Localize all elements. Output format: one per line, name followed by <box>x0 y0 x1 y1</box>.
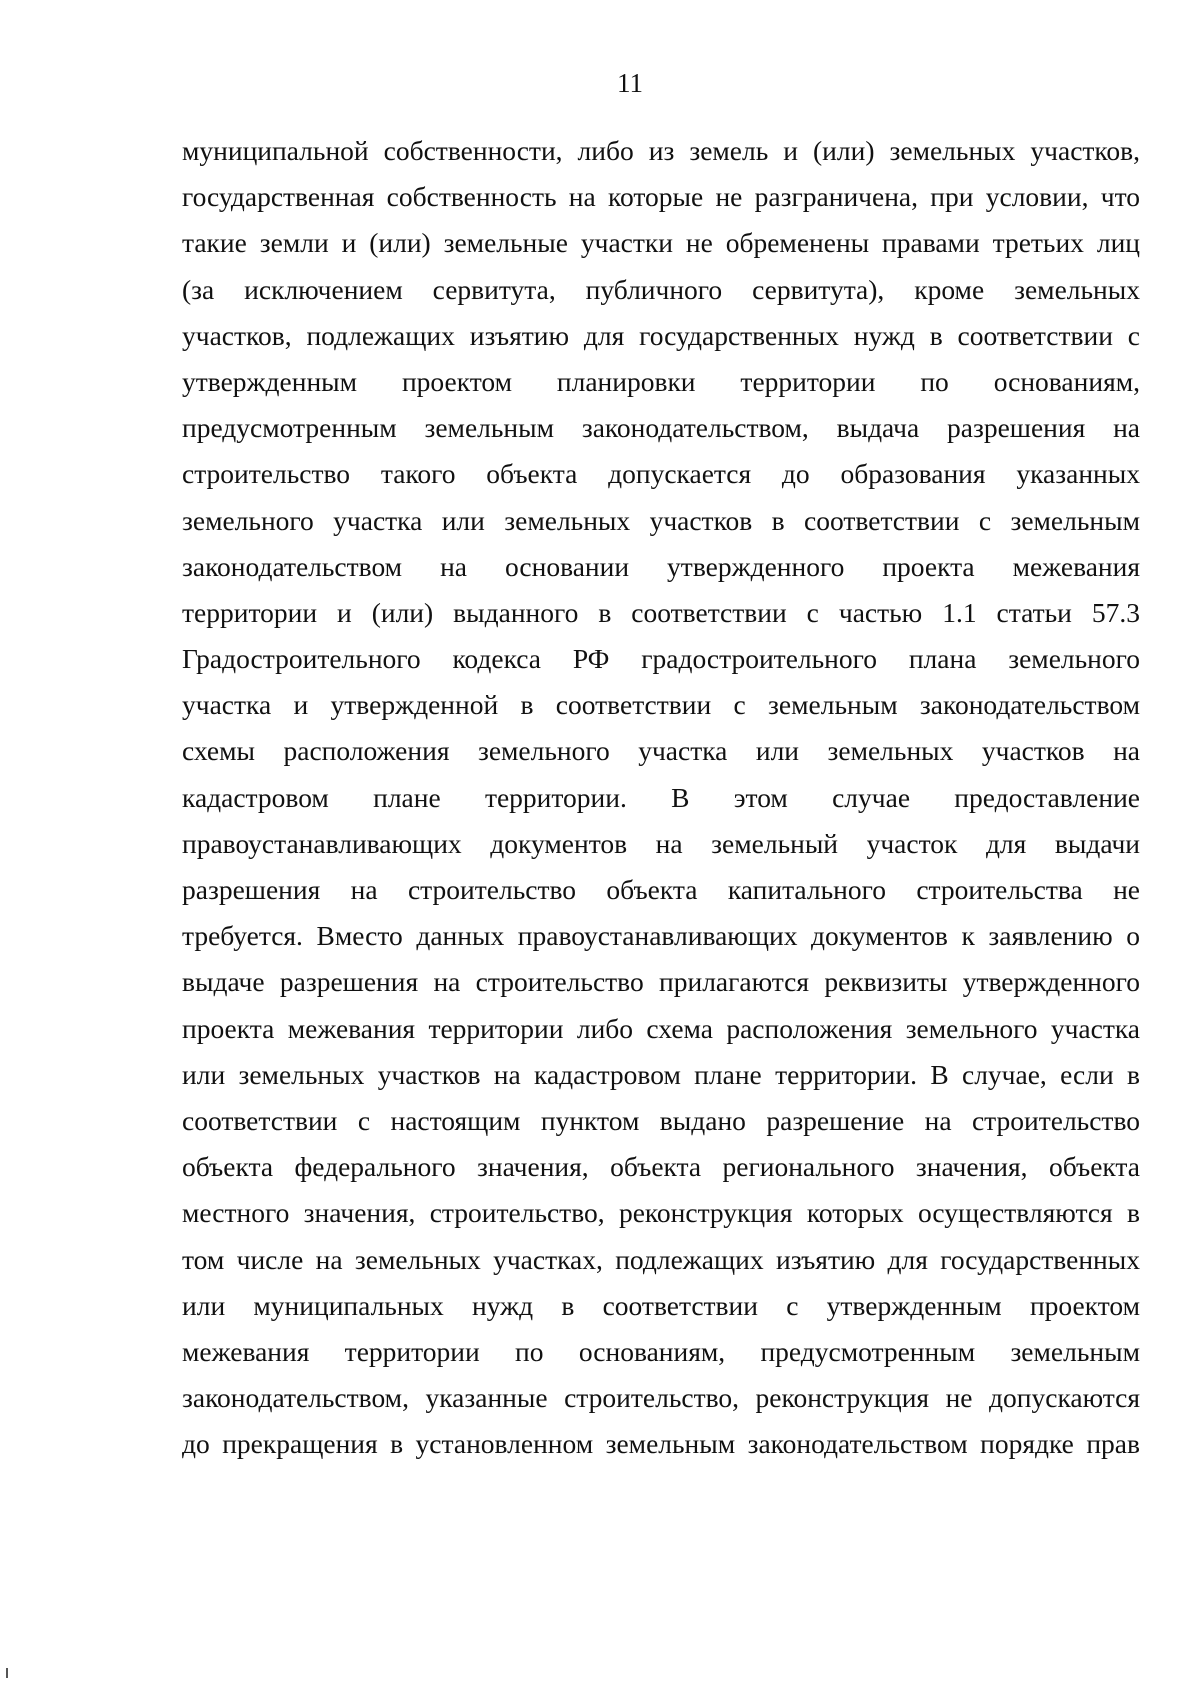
text-line: (за исключением сервитута, публичного сервитута), кроме земельных <box>182 273 1140 305</box>
text-line: разрешения на строительство объекта капитального строительства не <box>182 874 1140 905</box>
text-line: такие земли и (или) земельные участки не обременены правами третьих лиц <box>182 227 1140 259</box>
text-line: схемы расположения земельного участка или земельных участков на <box>182 735 1140 767</box>
text-line: кадастровом плане территории. В этом случае предоставление <box>182 781 1140 813</box>
text-line: земельного участка или земельных участков в соответствии с земельным <box>182 504 1140 536</box>
text-line: правоустанавливающих документов на земельный участок для выдачи <box>182 827 1140 859</box>
page-number: 11 <box>617 68 643 98</box>
text-line: межевания территории по основаниям, предусмотренным земельным <box>182 1335 1140 1367</box>
text-line: выдаче разрешения на строительство прилагаются реквизиты утвержденного <box>182 966 1140 998</box>
text-line: до прекращения в установленном земельным законодательством порядке прав <box>182 1428 1140 1460</box>
text-line: законодательством, указанные строительство, реконструкция не допускаются <box>182 1382 1140 1414</box>
text-line: местного значения, строительство, реконструкция которых осуществляются в <box>182 1197 1140 1229</box>
text-line: участка и утвержденной в соответствии с земельным законодательством <box>182 689 1140 721</box>
text-line: или муниципальных нужд в соответствии с утвержденным проектом <box>182 1289 1140 1321</box>
text-line: том числе на земельных участках, подлежащих изъятию для государственных <box>182 1243 1140 1275</box>
text-line: объекта федерального значения, объекта регионального значения, объекта <box>182 1151 1140 1183</box>
text-line: Градостроительного кодекса РФ градостроительного плана земельного <box>182 643 1140 675</box>
text-line: строительство такого объекта допускается до образования указанных <box>182 458 1140 490</box>
text-line: участков, подлежащих изъятию для государственных нужд в соответствии с <box>182 319 1140 351</box>
text-line: утвержденным проектом планировки территории по основаниям, <box>182 365 1140 397</box>
text-line: предусмотренным земельным законодательством, выдача разрешения на <box>182 412 1140 444</box>
text-line: требуется. Вместо данных правоустанавливающих документов к заявлению о <box>182 920 1140 952</box>
text-line: законодательством на основании утвержденного проекта межевания <box>182 550 1140 582</box>
text-line: соответствии с настоящим пунктом выдано разрешение на строительство <box>182 1104 1140 1136</box>
text-line: муниципальной собственности, либо из земель и (или) земельных участков, <box>182 135 1140 166</box>
scan-edge-mark <box>6 1668 8 1678</box>
text-line: или земельных участков на кадастровом плане территории. В случае, если в <box>182 1058 1140 1090</box>
text-line: государственная собственность на которые не разграничена, при условии, что <box>182 181 1140 213</box>
body-text <box>182 128 1140 1467</box>
text-line: территории и (или) выданного в соответствии с частью 1.1 статьи 57.3 <box>182 596 1140 628</box>
text-line: проекта межевания территории либо схема расположения земельного участка <box>182 1012 1140 1044</box>
